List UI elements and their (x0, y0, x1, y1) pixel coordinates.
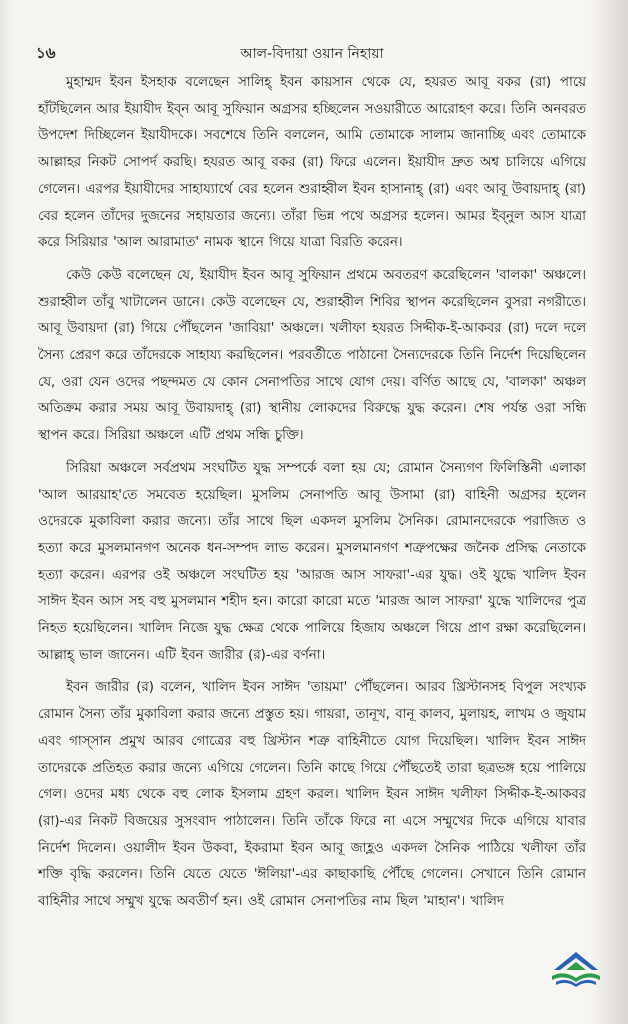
paragraph-1: মুহাম্মদ ইবন ইসহাক বলেছেন সালিহ্ ইবন কায়সান থেকে যে, হযরত আবূ বকর (রা) পায়ে হাঁটছিলেন আর ইয়াযীদ ইব্ন আবূ সুফিয়ান অগ্রসর হচ্ছিলেন সওয়ারীতে আরোহণ করে। তিনি অনবরত উপদেশ দিচ্ছিলেন ইয়াযীদকে। সবশেষে তিনি বললেন, আমি তোমাকে সালাম জানাচ্ছি এবং তোমাকে আল্লাহর নিকট সোপর্দ করছি। হযরত আবূ বকর (রা) ফিরে এলেন। ইয়াযীদ দ্রুত অশ্ব চালিয়ে এগিয়ে গেলেন। এরপর ইয়াযীদের সাহায্যার্থে বের হলেন শুরাহ্বীল ইবন হাসানাহ্ (রা) এবং আবূ উবায়দাহ্ (রা) বের হলেন তাঁদের দুজনের সহায়তার জন্যে। তাঁরা ভিন্ন পথে অগ্রসর হলেন। আমর ইব্নুল আস যাত্রা করে সিরিয়ার 'আল আরামাত' নামক স্থানে গিয়ে যাত্রা বিরতি করেন। (38, 75, 586, 251)
page-body (38, 70, 586, 916)
running-title: আল-বিদায়া ওয়ান নিহায়া (240, 46, 384, 62)
paragraph-4: ইবন জারীর (র) বলেন, খালিদ ইবন সাঈদ 'তায়মা' পৌঁছলেন। আরব খ্রিস্টানসহ বিপুল সংখ্যক রোমান সৈন্য তাঁর মুকাবিলা করার জন্যে প্রস্তুত হয়। গায়রা, তানূখ, বানূ কালব, মুলায়হ, লাখম ও জুযাম এবং গাস্সান প্রমুখ আরব গোত্রের বহু খ্রিস্টান শত্রু বাহিনীতে যোগ দিয়েছিল। খালিদ ইবন সাঈদ তাদেরকে প্রতিহত করার জন্যে এগিয়ে গেলেন। তিনি কাছে গিয়ে পৌঁছতেই তারা ছত্রভঙ্গ হয়ে পালিয়ে গেল। ওদের মধ্য থেকে বহু লোক ইসলাম গ্রহণ করল। খালিদ ইবন সাঈদ খলীফা সিদ্দীক-ই-আকবর (রা)-এর নিকট বিজয়ের সুসংবাদ পাঠালেন। তিনি তাঁকে ফিরে না এসে সম্মুখের দিকে এগিয়ে যাবার নির্দেশ দিলেন। ওয়ালীদ ইবন উকবা, ইকরামা ইবন আবূ জাহ্লও একদল সৈনিক পাঠিয়ে খলীফা তাঁর শক্তি বৃদ্ধি করলেন। তিনি যেতে যেতে 'ঈলিয়া'-এর কাছাকাছি পৌঁছে গেলেন। সেখানে তিনি রোমান বাহিনীর সাথে সম্মুখ যুদ্ধে অবতীর্ণ হন। ওই রোমান সেনাপতির নাম ছিল 'মাহান'। খালিদ (38, 680, 586, 910)
publisher-logo-icon (548, 950, 604, 990)
paragraph-2: কেউ কেউ বলেছেন যে, ইয়াযীদ ইবন আবূ সুফিয়ান প্রথমে অবতরণ করেছিলেন 'বালকা' অঞ্চলে। শুরাহ্বীল তাঁবু খাটালেন ডানে। কেউ বলেছেন যে, শুরাহ্বীল শিবির স্থাপন করেছিলেন বুসরা নগরীতে। আবূ উবায়দা (রা) গিয়ে পৌঁছলেন 'জাবিয়া' অঞ্চলে। খলীফা হযরত সিদ্দীক-ই-আকবর (রা) দলে দলে সৈন্য প্রেরণ করে তাঁদেরকে সাহায্য করছিলেন। পরবর্তীতে পাঠানো সৈন্যদেরকে তিনি নির্দেশ দিয়েছিলেন যে, ওরা যেন ওদের পছন্দমত যে কোন সেনাপতির সাথে যোগ দেয়। বর্ণিত আছে যে, 'বালকা' অঞ্চল অতিক্রম করার সময় আবূ উবায়দাহ্ (রা) স্থানীয় লোকদের বিরুদ্ধে যুদ্ধ করেন। শেষ পর্যন্ত ওরা সন্ধি স্থাপন করে। সিরিয়া অঞ্চলে এটি প্রথম সন্ধি চুক্তি। (38, 267, 586, 444)
page-number: ১৬ (36, 44, 56, 62)
page-header (36, 42, 588, 64)
paragraph-3: সিরিয়া অঞ্চলে সর্বপ্রথম সংঘটিত যুদ্ধ সম্পর্কে বলা হয় যে; রোমান সৈন্যগণ ফিলিস্তিনী এলাকা 'আল আরয়াহ'তে সমবেত হয়েছিল। মুসলিম সেনাপতি আবূ উসামা (রা) বাহিনী অগ্রসর হলেন ওদেরকে মুকাবিলা করার জন্যে। তাঁর সাথে ছিল একদল মুসলিম সৈনিক। রোমানদেরকে পরাজিত ও হত্যা করে মুসলমানগণ অনেক ধন-সম্পদ লাভ করেন। মুসলমানগণ শত্রুপক্ষের জনৈক প্রসিদ্ধ নেতাকে হত্যা করেন। এরপর ওই অঞ্চলে সংঘটিত হয় 'আরজ আস সাফরা'-এর যুদ্ধ। ওই যুদ্ধে খালিদ ইবন সাঈদ ইবন আস সহ বহু মুসলমান শহীদ হন। কারো কারো মতে 'মারজ আল সাফরা' যুদ্ধে খালিদের পুত্র নিহত হয়েছিলেন। খালিদ নিজে যুদ্ধ ক্ষেত্র থেকে পালিয়ে হিজায অঞ্চলে গিয়ে প্রাণ রক্ষা করেছিলেন। আল্লাহ্ ভাল জানেন। এটি ইবন জারীর (র)-এর বর্ণনা। (38, 460, 586, 663)
